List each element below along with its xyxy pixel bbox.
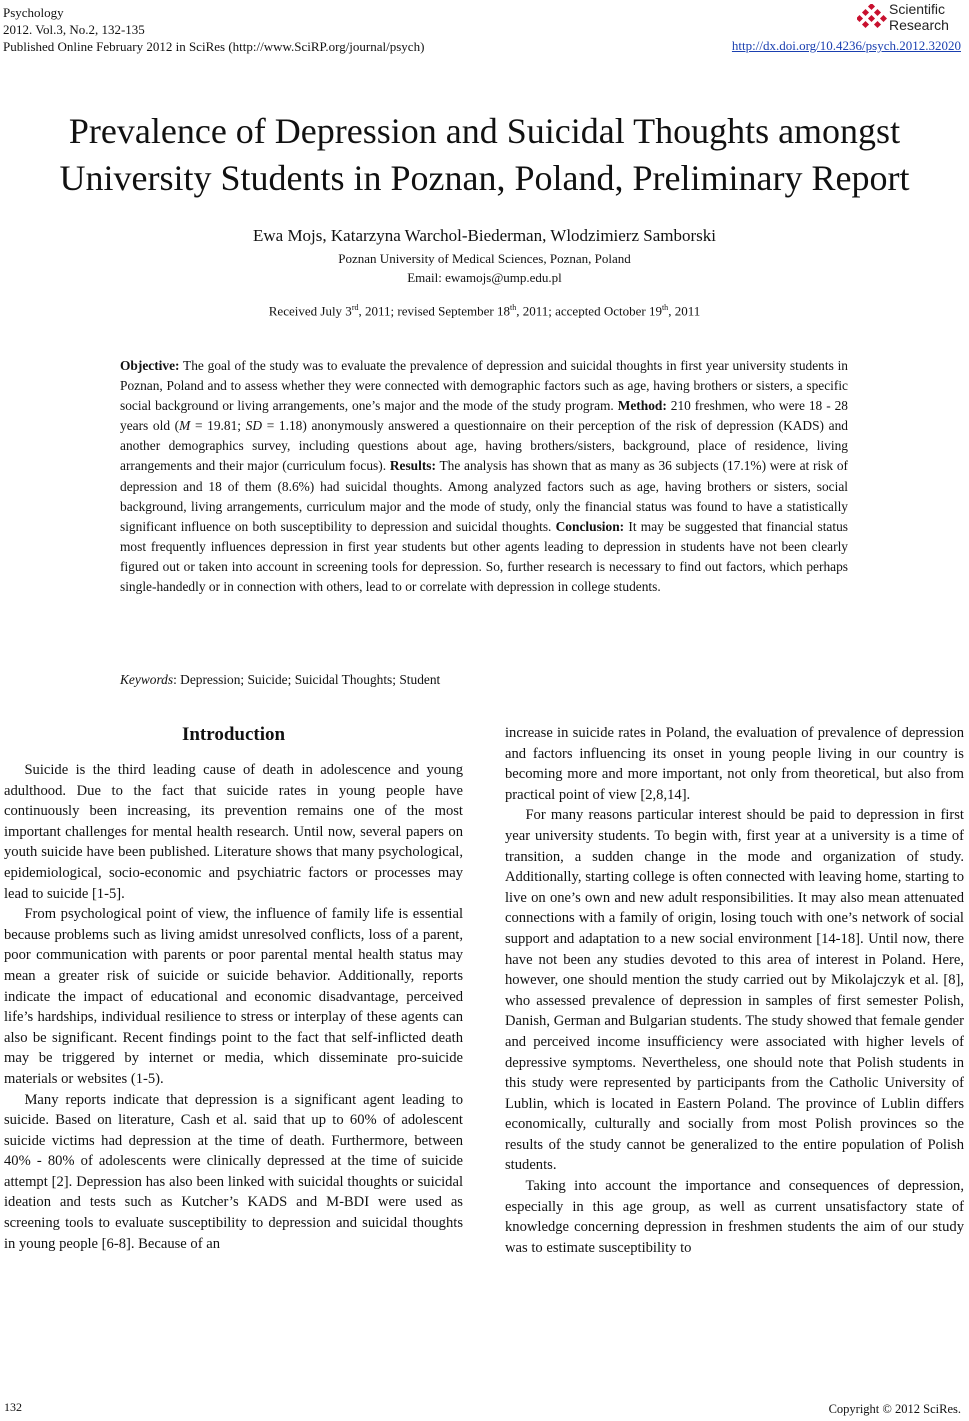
section-heading-introduction: Introduction [181, 724, 286, 745]
volume-info: 2012. Vol.3, No.2, 132-135 [3, 22, 145, 37]
received-text-c: , 2011; accepted October 19 [516, 303, 662, 319]
method-text-a: 210 freshmen, who were 18 - 28 years old ( [120, 398, 848, 434]
paragraph: For many reasons particular interest should be paid to depression in first year university students. To begin with, first year at a university is a time of transition, a sudden change in the mode and organization of study. Additionally, starting college is often connected with leaving home, starting to live on one’s own and new adult responsibilities. It may also mean attenuated connections with a family of origin, losing touch with one’s network of social support and adaptation to a new social environment [14-18]. Until now, there have not been any studies devoted to this area of interest in Poland. Here, however, one should mention the study carried out by Mikolajczyk et al. [8], who assessed prevalence of depression in samples of first semester Polish, Danish, German and Bulgarian students. The study showed that female gender and perceived income insufficiency were associated with higher levels of depressive symptoms. Nevertheless, one should note that Polish students in this study were represented by participants from the Catholic University of Lublin, which is located in Eastern Poland. The province of Lublin differs economically, culturally and socially from most Polish provinces so the results of the study cannot be generalized to the entire population of Polish students. [505, 807, 964, 1174]
right-column [505, 723, 964, 1258]
results-text: The analysis has shown that as many as 36 subjects (17.1%) were at risk of depression and 18 of them (8.6%) had suicidal thoughts. Among analyzed factors such as age, having brothers or sisters, social background, living arrangements, curriculum major and the mode of study, only the financial status was found to have a statistically significant influence on both susceptibility to depression and suicidal thoughts. [120, 458, 848, 534]
received-text-a: Received July 3 [268, 303, 352, 319]
paragraph: From psychological point of view, the influence of family life is essential because problems such as living amidst unresolved conflicts, loss of a parent, poor communication with parents or poor parental mental health status may mean a greater risk of suicide or suicide behavior. Additionally, reports indicate the impact of educational and economic disadvantage, perceived life’s hardships, individual resilience to stress or interplay of these agents can also be significant. Recent findings point to the fact that self-inflicted death may be triggered by internet or media, which disseminate pro-suicide materials or websites (1-5). [4, 906, 463, 1087]
paragraph: increase in suicide rates in Poland, the evaluation of prevalence of depression and factors influencing its onset in young people living in our country is becoming more and more important, not only from theoretical, but also from practical point of view [2,8,14]. [505, 725, 964, 803]
title-line-1: Prevalence of Depression and Suicidal Thoughts amongst [68, 111, 901, 151]
method-sd: SD [245, 418, 263, 434]
received-text-d: , 2011 [668, 303, 701, 319]
paragraph: Suicide is the third leading cause of death in adolescence and young adulthood. Due to the fact that suicide rates in young people have continuously been increasing, its prevention remains one of the most important challenges for mental health research. Until now, several papers on youth suicide have been published. Literature shows that many psychological, epidemiological, socio-economic and psychiatric factors or processes may lead to suicide [1-5]. [4, 762, 463, 902]
received-dates [0, 303, 969, 319]
running-header [3, 4, 424, 55]
authors: Ewa Mojs, Katarzyna Warchol-Biederman, Wlodzimierz Samborski [252, 226, 716, 245]
keywords-label: Keywords [120, 672, 174, 687]
keywords [120, 672, 440, 688]
copyright: Copyright © 2012 SciRes. [828, 1402, 961, 1416]
paper-title [0, 108, 969, 202]
conclusion-text: It may be suggested that financial status most frequently influences depression in first year students but other agents leading to depression in students have not been clearly figured out or taken into account in screening tools for depression. So, further research is necessary to find out factors, which perhaps single-handedly or in connection with others, lead to or correlate with depression in college students. [120, 518, 848, 595]
method-m: M [179, 418, 191, 434]
logo-text [889, 1, 949, 33]
doi-link[interactable]: http://dx.doi.org/10.4236/psych.2012.32020 [731, 38, 961, 53]
logo-mark-icon [857, 4, 887, 32]
keywords-text: : Depression; Suicide; Suicidal Thoughts; Student [173, 672, 441, 687]
abstract [120, 356, 848, 597]
paragraph: Taking into account the importance and consequences of depression, especially in this age group, as well as current unsatisfactory state of knowledge concerning depression in freshmen students the aim of our study was to estimate susceptibility to [505, 1178, 964, 1256]
title-line-2: University Students in Poznan, Poland, Preliminary Report [59, 158, 910, 198]
objective-text: The goal of the study was to evaluate the prevalence of depression and suicidal thoughts in first year university students in Poznan, Poland and to assess whether they were connected with demographic factors such as age, having brothers or sisters, a specific social background or living arrangements, one’s major and the mode of the study program. [120, 358, 848, 414]
logo-line-1: Scientific [889, 1, 946, 17]
received-sup-b: th [510, 303, 517, 312]
logo-line-2: Research [889, 17, 949, 33]
method-text-b: = 19.81; [190, 418, 246, 434]
page-number: 132 [4, 1400, 22, 1414]
paragraph: Many reports indicate that depression is a significant agent leading to suicide. Based on literature, Cash et al. said that up to 60% of adolescent suicide victims had depression at the time of death. Furthermore, between 40% - 80% of adolescents were clinically depressed at the time of suicide attempt [2]. Depression has also been linked with suicidal thoughts or suicidal ideation and tests such as Kutcher’s KADS and M-BDI were used as screening tools to evaluate susceptibility to depression and suicidal thoughts in young people [6-8]. Because of an [4, 1091, 463, 1252]
journal-name: Psychology [3, 5, 64, 20]
scientific-research-logo [853, 0, 963, 36]
method-text-c: = 1.18) anonymously answered a questionnaire on their perception of the risk of depression (KADS) and another demographics survey, including questions about age, having brothers/sisters, background, place of residence, living arrangements and their major (curriculum focus). [120, 418, 848, 474]
publication-info: Published Online February 2012 in SciRes (http://www.SciRP.org/journal/psych) [3, 39, 425, 54]
left-column [4, 760, 463, 1254]
received-sup-c: th [661, 303, 669, 312]
email: Email: ewamojs@ump.edu.pl [407, 270, 562, 285]
affiliation: Poznan University of Medical Sciences, Poznan, Poland [338, 251, 631, 266]
results-label: Results: [389, 458, 436, 474]
received-text-b: , 2011; revised September 18 [358, 303, 510, 319]
objective-label: Objective: [120, 358, 180, 373]
affiliation-block [0, 249, 969, 287]
received-sup-a: rd [351, 303, 359, 312]
conclusion-label: Conclusion: [555, 518, 625, 534]
method-label: Method: [617, 398, 667, 414]
